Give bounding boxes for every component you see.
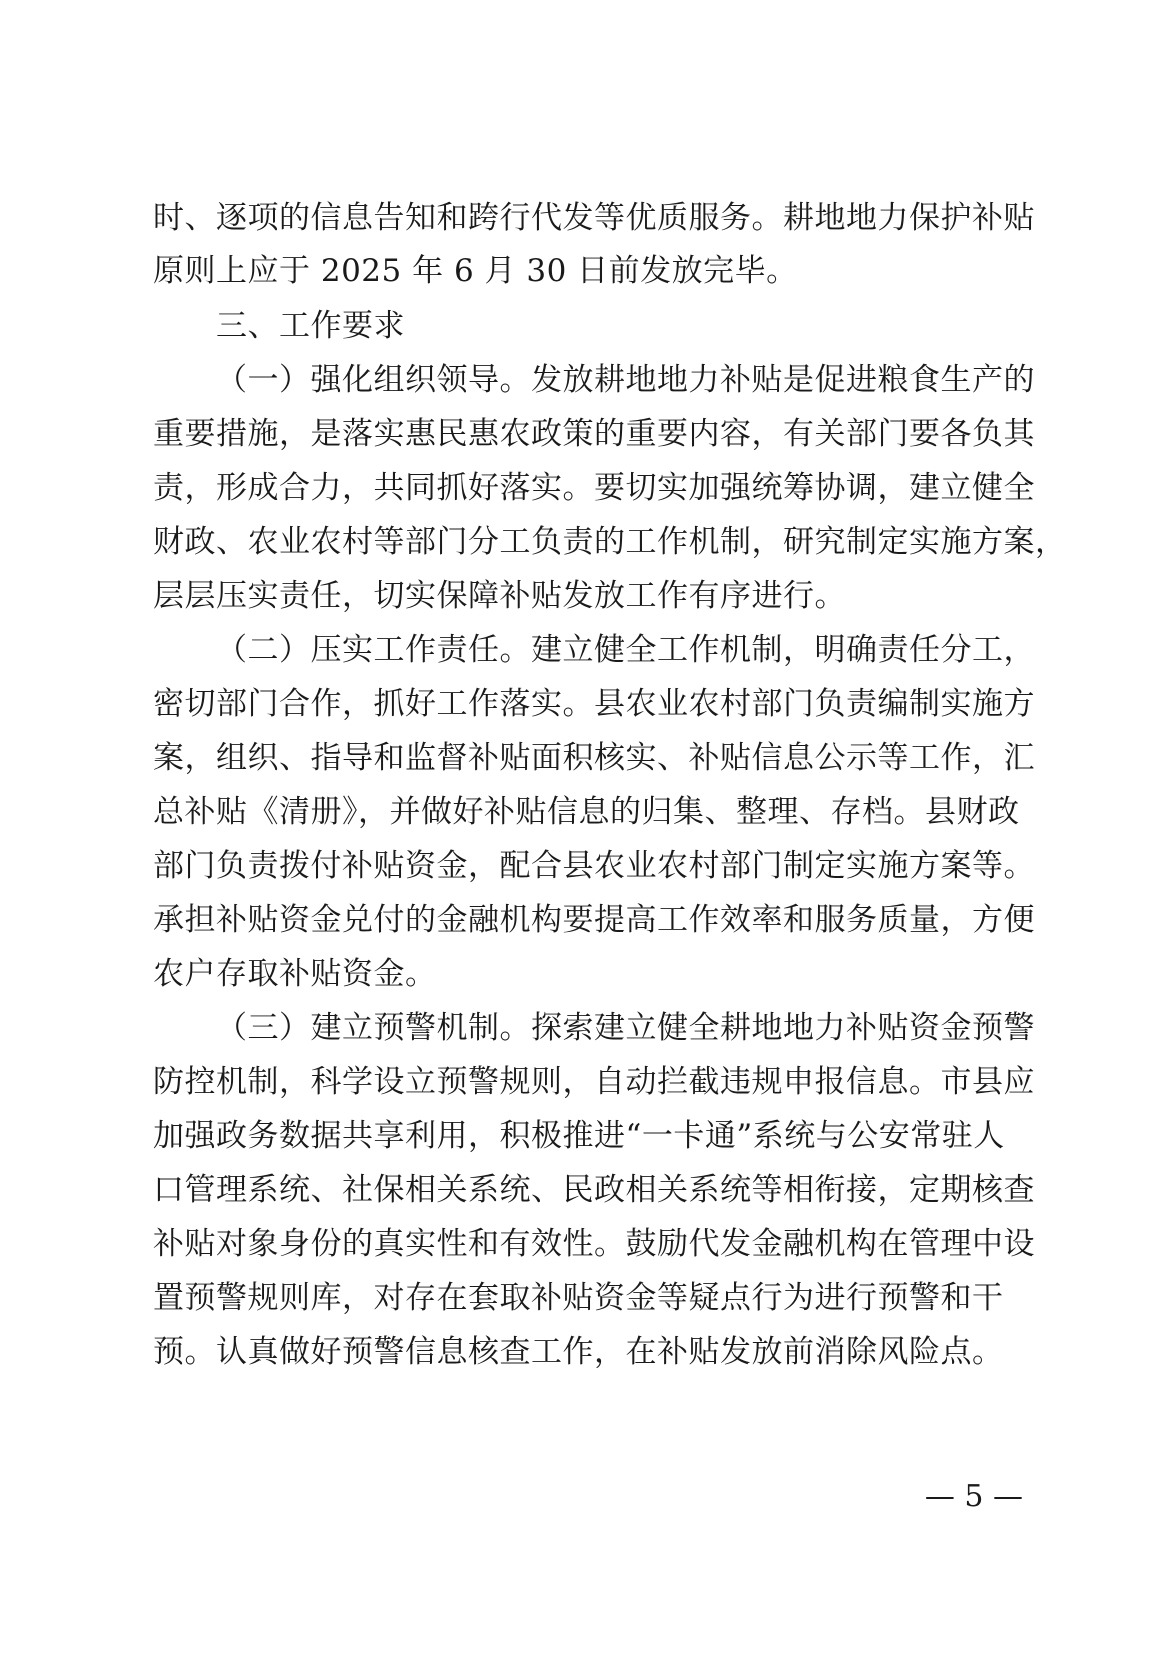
- subsection-2-first-line: [0, 620, 1173, 680]
- paragraph-line: 部门负责拨付补贴资金，配合县农业农村部门制定实施方案等。: [153, 848, 1035, 884]
- paragraph-line: 案，组织、指导和监督补贴面积核实、补贴信息公示等工作，汇: [153, 740, 1035, 776]
- paragraph-text: 压实工作责任。建立健全工作机制，明确责任分工，: [310, 632, 1035, 668]
- paragraph-line: 口管理系统、社保相关系统、民政相关系统等相衔接，定期核查: [153, 1172, 1035, 1208]
- subsection-3-first-line: [0, 998, 1173, 1058]
- subsection-marker: （二）: [216, 632, 311, 668]
- paragraph-line: 防控机制，科学设立预警规则，自动拦截违规申报信息。市县应: [153, 1064, 1035, 1100]
- paragraph-line: 预。认真做好预警信息核查工作，在补贴发放前消除风险点。: [153, 1334, 1004, 1370]
- subsection-marker: （一）: [216, 362, 311, 398]
- paragraph-line: 补贴对象身份的真实性和有效性。鼓励代发金融机构在管理中设: [153, 1226, 1035, 1262]
- paragraph-text: 建立预警机制。探索建立健全耕地地力补贴资金预警: [310, 1010, 1035, 1046]
- subsection-1-first-line: [0, 350, 1173, 410]
- paragraph-line: 财政、农业农村等部门分工负责的工作机制，研究制定实施方案，: [153, 524, 1067, 560]
- paragraph-line: 重要措施，是落实惠民惠农政策的重要内容，有关部门要各负其: [153, 416, 1035, 452]
- page-number: — 5 —: [924, 1479, 1023, 1514]
- paragraph-text: 强化组织领导。发放耕地地力补贴是促进粮食生产的: [310, 362, 1035, 398]
- paragraph-line: 承担补贴资金兑付的金融机构要提高工作效率和服务质量，方便: [153, 902, 1035, 938]
- paragraph-line: 密切部门合作，抓好工作落实。县农业农村部门负责编制实施方: [153, 686, 1035, 722]
- paragraph-line: 责，形成合力，共同抓好落实。要切实加强统筹协调，建立健全: [153, 470, 1035, 506]
- paragraph-line: 农户存取补贴资金。: [153, 956, 437, 992]
- subsection-marker: （三）: [216, 1010, 311, 1046]
- paragraph-line: 加强政务数据共享利用，积极推进“一卡通”系统与公安常驻人: [153, 1118, 1005, 1154]
- paragraph-line: 原则上应于 2025 年 6 月 30 日前发放完毕。: [153, 253, 798, 289]
- paragraph-line: 置预警规则库，对存在套取补贴资金等疑点行为进行预警和干: [153, 1280, 1004, 1316]
- section-heading: 三、工作要求: [216, 308, 405, 344]
- paragraph-line: 层层压实责任，切实保障补贴发放工作有序进行。: [153, 578, 846, 614]
- paragraph-line: 时、逐项的信息告知和跨行代发等优质服务。耕地地力保护补贴: [153, 200, 1035, 236]
- paragraph-line: 总补贴《清册》，并做好补贴信息的归集、整理、存档。县财政: [153, 794, 1020, 830]
